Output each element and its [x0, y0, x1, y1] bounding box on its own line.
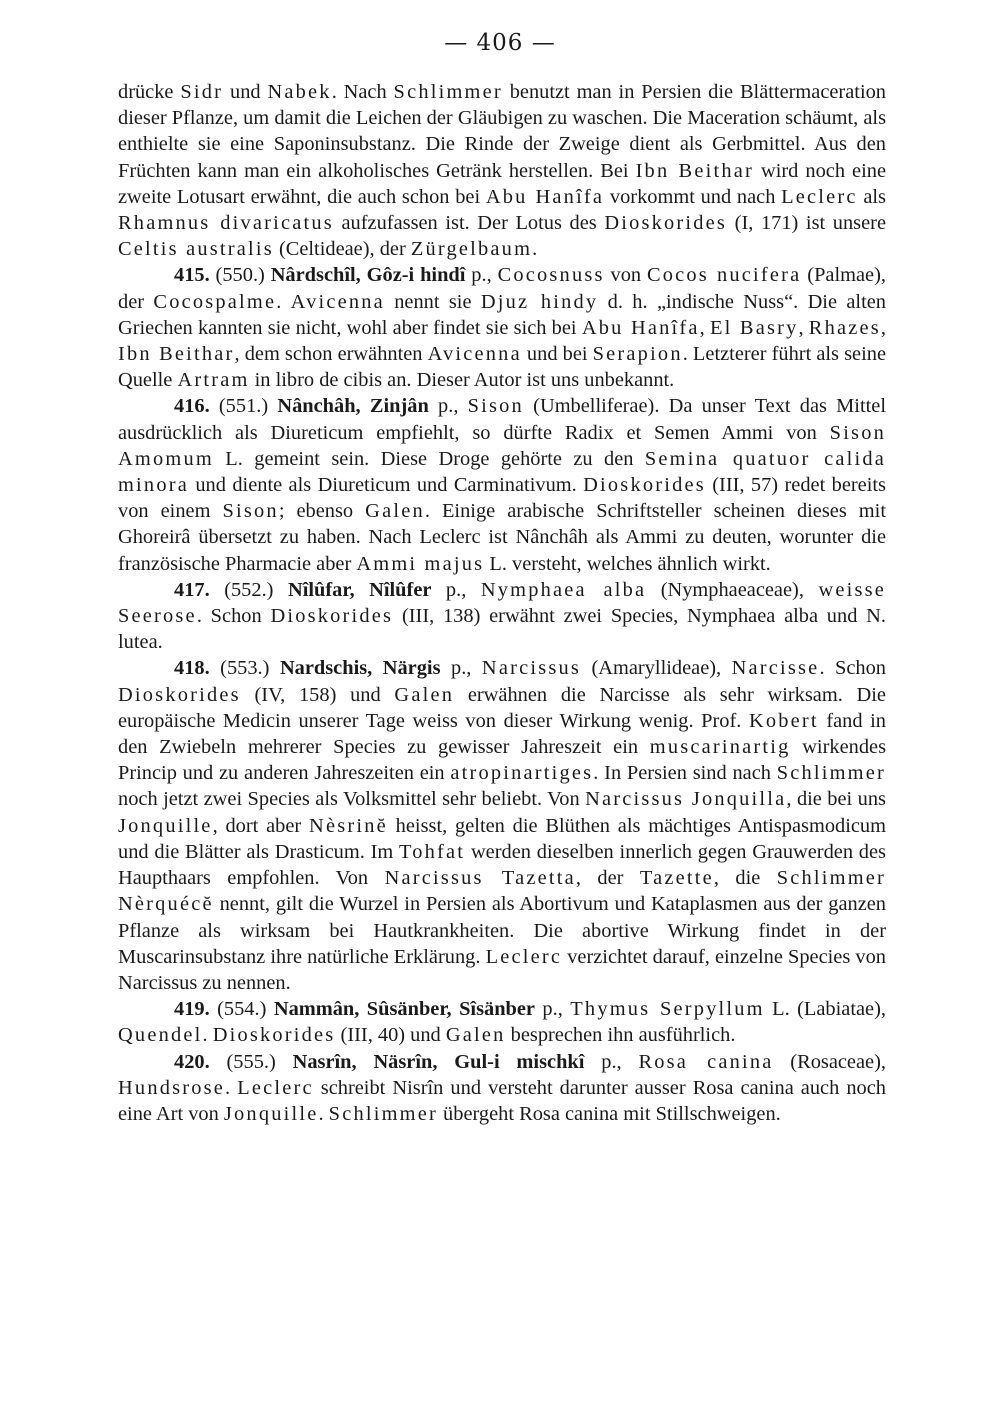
- text-run: ,: [798, 316, 809, 339]
- common-name: Tazette: [639, 867, 714, 890]
- author-name: El Basry: [709, 316, 799, 339]
- common-name: weisse Seerose: [118, 578, 886, 628]
- text-run: drücke: [118, 81, 181, 103]
- author-name: Dioskorides: [212, 1024, 336, 1047]
- entry-417: [118, 577, 886, 656]
- text-run: erwähnen die Narcisse als sehr wirksam. Die europäische Medicin unserer Tage weiss von dieser Wirkung wenig. Prof.: [118, 683, 886, 732]
- text-run: p.,: [584, 1050, 639, 1073]
- author-name: Ibn Beithar: [118, 343, 235, 366]
- species-name: Cocos nucifera: [646, 264, 802, 287]
- entry-headword: Nânchâh, Zinjân: [277, 395, 429, 418]
- text-run: .: [202, 1024, 213, 1047]
- text-run: . Letzterer führt als seine Quelle: [118, 343, 886, 392]
- text-run: (Rosaceae),: [773, 1050, 886, 1073]
- common-name: Jonquille: [223, 1102, 319, 1125]
- text-run: p.,: [440, 657, 482, 680]
- text-run: nennt sie: [384, 290, 481, 313]
- text-run: .: [225, 1076, 238, 1099]
- spaced-term: Tohfat: [399, 840, 466, 863]
- species-name: Ammi majus: [356, 552, 485, 575]
- entry-headword: Nardschis, Närgis: [279, 657, 441, 680]
- species-name: Narcissus Jonquilla: [585, 788, 787, 811]
- text-run: , die bei uns: [786, 788, 886, 811]
- entry-419: [118, 996, 886, 1048]
- text-run: aufzufassen ist. Der Lotus des: [333, 212, 605, 235]
- author-name: Avicenna: [290, 290, 385, 313]
- species-name: Sison Amomum: [118, 421, 886, 470]
- species-name: Rhamnus divaricatus: [118, 212, 334, 235]
- text-run: L. (Labiatae),: [764, 998, 886, 1021]
- author-name: Abu Hanîfa: [485, 185, 605, 208]
- text-run: wirkendes Princip und zu anderen Jahreszeiten ein: [118, 736, 886, 785]
- text-run: p.,: [465, 264, 498, 287]
- text-run: (Nymphaeaceae),: [646, 578, 819, 601]
- entry-ref: (554.): [209, 998, 274, 1021]
- text-run: wird noch eine zweite Lotusart erwähnt, die auch schon bei: [118, 159, 886, 208]
- author-name: Schlimmer: [393, 81, 503, 103]
- text-run: . In Persien sind nach: [593, 762, 777, 785]
- text-run: p.,: [428, 395, 468, 418]
- text-run: (Umbelliferae). Da unser Text das Mittel ausdrücklich als Diureticum empfiehlt, so dürfte Radix et Semen Ammi von: [118, 395, 886, 444]
- author-name: Dioskorides: [604, 212, 728, 235]
- text-run: und bei: [521, 343, 593, 366]
- text-run: heisst, gelten die Blüthen als mächtiges Antispasmodicum und die Blätter als Drasticum. Im: [118, 814, 886, 863]
- entry-number: 420.: [174, 1050, 210, 1073]
- entry-number: 416.: [174, 395, 210, 418]
- author-name: Abu Hanîfa: [581, 316, 700, 339]
- author-name: Dioskorides: [583, 474, 706, 497]
- entry-number: 417.: [174, 578, 210, 601]
- entry-415: [118, 262, 886, 393]
- entry-headword: Nîlûfar, Nîlûfer: [287, 578, 432, 601]
- entry-ref: (555.): [209, 1050, 293, 1073]
- author-name: Rhazes: [808, 316, 881, 339]
- author-name: Leclerc: [485, 945, 563, 968]
- text-run: als: [857, 185, 886, 208]
- text-run: (III, 57) redet bereits von einem: [118, 474, 886, 523]
- species-name: Sison: [222, 500, 279, 523]
- spaced-term: Semina quatuor calida minora: [118, 447, 886, 497]
- species-name: Thymus Serpyllum: [570, 998, 765, 1021]
- body-text: [118, 79, 886, 1127]
- spaced-term: Nèrquécĕ: [118, 893, 214, 916]
- text-run: . Schon: [819, 657, 886, 680]
- spaced-term: muscarinartig: [649, 736, 791, 759]
- text-run: L. gemeint sein. Diese Droge gehörte zu den: [213, 447, 645, 470]
- text-run: , der: [575, 867, 640, 890]
- entry-418: [118, 655, 886, 996]
- author-name: Schlimmer: [328, 1102, 438, 1125]
- species-name: Celtis australis: [118, 238, 274, 261]
- text-run: benutzt man in Persien die Blättermaceration dieser Pflanze, um damit die Leichen der Gläubigen zu waschen. Die Maceration schäumt, als enthielte sie eine Saponinsubstanz. Die Rinde der Zweige dient als Gerbmittel. Aus den Früchten kann man ein alkoholisches Getränk herstellen. Bei: [118, 81, 886, 182]
- text-run: (Amaryllideae),: [581, 657, 732, 680]
- page-number: — 406 —: [444, 30, 556, 56]
- text-run: ,: [880, 316, 886, 339]
- text-run: verzichtet darauf, einzelne Species von Narcissus zu nennen.: [118, 945, 886, 994]
- text-run: , dort aber: [212, 814, 310, 837]
- text-run: (III, 40) und: [335, 1024, 446, 1047]
- paragraph-intro: [118, 79, 886, 262]
- text-run: (I, 171) ist unsere: [727, 212, 887, 235]
- author-name: Galen: [445, 1024, 506, 1047]
- author-name: Leclerc: [781, 185, 858, 208]
- text-run: , die: [713, 867, 777, 890]
- common-name: Zürgelbaum: [410, 238, 533, 261]
- entry-headword: Nasrîn, Näsrîn, Gul-i mischkî: [292, 1050, 585, 1073]
- entry-ref: (551.): [209, 395, 278, 418]
- text-run: vorkommt und nach: [604, 185, 782, 208]
- author-name: Dioskorides: [118, 683, 241, 706]
- entry-headword: Nammân, Sûsänber, Sîsänber: [273, 998, 535, 1021]
- author-name: Avicenna: [427, 343, 522, 366]
- species-name: Narcissus Tazetta: [384, 867, 576, 890]
- common-name: Cocosnuss: [497, 264, 605, 287]
- common-name: Narcisse: [731, 657, 820, 680]
- common-name: Cocospalme: [153, 290, 277, 313]
- common-name: Jonquille: [118, 814, 213, 837]
- text-run: .: [532, 238, 538, 261]
- text-run: (III, 138) erwähnt zwei Species, Nymphaea alba und N. lutea.: [118, 605, 886, 654]
- text-run: nennt, gilt die Wurzel in Persien als Abortivum und Kataplasmen aus der ganzen Pflanze als wirksam bei Hautkrankheiten. Die abortive Wirkung findet in der Muscarinsubstanz ihre natürliche Erklärung.: [118, 893, 886, 968]
- text-run: . Einige arabische Schriftsteller scheinen dieses mit Ghoreirâ übersetzt zu haben. Nach Leclerc ist Nânchâh als Ammi zu deuten, worunter die französische Pharmacie aber: [118, 500, 886, 575]
- text-run: d. h. „indische Nuss“. Die alten Griechen kannten sie nicht, wohl aber findet sie sich bei: [118, 290, 886, 339]
- species-name: Rosa canina: [638, 1050, 774, 1073]
- spaced-term: Nèsrinĕ: [309, 814, 388, 837]
- author-name: Dioskorides: [270, 605, 394, 628]
- text-run: p.,: [431, 578, 481, 601]
- text-run: L. versteht, welches ähnlich wirkt.: [484, 552, 771, 575]
- text-run: p.,: [534, 998, 571, 1021]
- author-name: Ibn Beithar: [635, 159, 754, 182]
- text-run: von: [604, 264, 647, 287]
- entry-number: 418.: [174, 657, 210, 680]
- entry-number: 415.: [174, 264, 210, 287]
- text-run: (Celtideae), der: [273, 238, 411, 261]
- spaced-term: Sidr: [180, 81, 224, 103]
- author-name: Artram: [177, 369, 250, 392]
- author-name: Galen: [365, 500, 425, 523]
- text-run: . Nach: [331, 81, 394, 103]
- text-run: .: [318, 1102, 329, 1125]
- text-run: ,: [699, 316, 710, 339]
- text-run: noch jetzt zwei Species als Volksmittel sehr beliebt. Von: [118, 788, 586, 811]
- text-run: . Schon: [196, 605, 271, 628]
- entry-ref: (550.): [209, 264, 271, 287]
- text-run: fand in den Zwiebeln mehrerer Species zu gewisser Jahreszeit ein: [118, 709, 886, 759]
- text-run: (Palmae), der: [118, 264, 886, 313]
- text-run: ; ebenso: [278, 500, 366, 523]
- text-run: .: [276, 290, 291, 313]
- species-name: Nymphaea alba: [480, 578, 647, 601]
- author-name: Leclerc: [237, 1076, 314, 1099]
- entry-ref: (552.): [209, 578, 288, 601]
- text-run: in libro de cibis an. Dieser Autor ist uns unbekannt.: [249, 369, 675, 392]
- author-name: Schlimmer: [776, 867, 886, 890]
- species-name: Narcissus: [481, 657, 581, 680]
- text-run: schreibt Nisrîn und versteht darunter ausser Rosa canina auch noch eine Art von: [118, 1076, 887, 1125]
- author-name: Serapion: [592, 343, 683, 366]
- entry-number: 419.: [174, 998, 210, 1021]
- text-run: und diente als Diureticum und Carminativum.: [188, 474, 584, 497]
- entry-ref: (553.): [209, 657, 280, 680]
- text-run: übergeht Rosa canina mit Stillschweigen.: [437, 1102, 781, 1125]
- common-name: Hundsrose: [118, 1076, 226, 1099]
- text-run: besprechen ihn ausführlich.: [505, 1024, 736, 1047]
- text-run: werden dieselben innerlich gegen Grauwerden des Haupthaars empfohlen. Von: [118, 840, 886, 890]
- author-name: Galen: [394, 683, 455, 706]
- spaced-term: Djuz hindy: [480, 290, 599, 313]
- text-run: , dem schon erwähnten: [234, 343, 428, 366]
- entry-headword: Nârdschîl, Gôz-i hindî: [270, 264, 466, 287]
- text-run: und: [223, 81, 268, 103]
- text-run: (IV, 158) und: [240, 683, 395, 706]
- entry-420: [118, 1049, 886, 1128]
- author-name: Schlimmer: [776, 762, 886, 785]
- spaced-term: Nabek: [267, 81, 332, 103]
- entry-416: [118, 393, 886, 576]
- author-name: Kobert: [748, 709, 819, 732]
- spaced-term: atropinartiges: [450, 762, 594, 785]
- common-name: Quendel: [118, 1024, 203, 1047]
- species-name: Sison: [467, 395, 524, 418]
